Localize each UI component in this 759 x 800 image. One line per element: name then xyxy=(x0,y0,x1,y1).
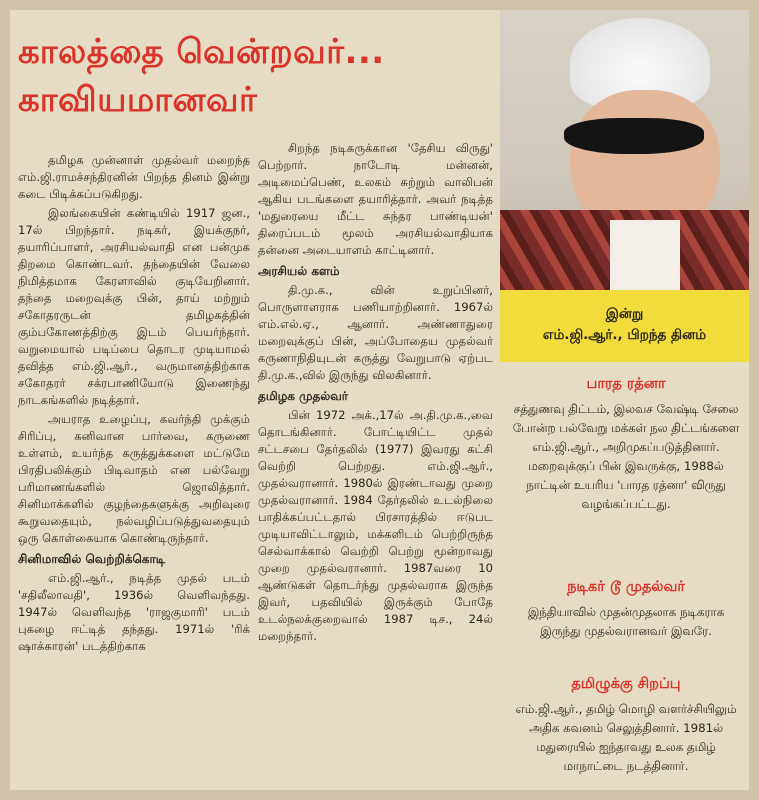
sunglasses xyxy=(564,118,704,154)
section-heading-cinema: சினிமாவில் வெற்றிக்கொடி xyxy=(18,552,166,566)
sidebar-title: தமிழுக்கு சிறப்பு xyxy=(571,676,681,692)
section-heading-politics: அரசியல் களம் xyxy=(258,264,340,278)
paragraph: தமிழக முன்னாள் முதல்வர் மறைந்த எம்.ஜி.ராமச்சந்திரனின் பிறந்த தினம் இன்று கடை பிடிக்கப்படுகிறது. xyxy=(18,153,250,201)
portrait-photo xyxy=(500,10,749,290)
paragraph: தி.மு.க., வின் உறுப்பினர், பொருளாளராக பணியாற்றினார். 1967ல் எம்.எல்.ஏ., ஆனார். அண்ணாதுரை மறைவுக்குப் பின், அப்போதைய முதல்வர் கருணாநிதியுடன் கருத்து வேறுபாடு ஏற்பட தி.மு.க.,வில் இருந்து விலகினார். xyxy=(258,283,493,382)
sidebar-actor-to-cm xyxy=(508,578,744,641)
article-column-2 xyxy=(258,140,493,647)
sidebar-title: பாரத ரத்னா xyxy=(586,376,666,392)
collar xyxy=(610,220,680,290)
paragraph: அயராத உழைப்பு, கவர்ந்தி முக்கும் சிரிப்பு, கனிவான பார்வை, கருணை உள்ளம், உயர்ந்த கருத்துக்களை மட்டுமே பிரதிபலிக்கும் பிடிவாதம் என பல்வேறு பரிமாணங்களில் ஜொலித்தார். சினிமாக்களில் குழந்தைகளுக்கு அறிவுரை கூறுவதையும், நல்வழிப்படுத்துவதையும் ஒரு கொள்கையாக கொண்டிருந்தார். xyxy=(18,412,250,545)
headline-line-2: காவியமானவர் xyxy=(18,80,258,120)
photo-caption xyxy=(500,290,749,362)
newspaper-page xyxy=(10,10,749,790)
sidebar-title: நடிகர் டூ முதல்வர் xyxy=(567,579,685,595)
headline-line-1: காலத்தை வென்றவர்... xyxy=(18,32,385,72)
sidebar-text: எம்.ஜி.ஆர்., தமிழ் மொழி வளர்ச்சியிலும் அதிக கவனம் செலுத்தினார். 1981ல் மதுரையில் ஐந்தாவது உலக தமிழ் மாநாட்டை நடத்தினார். xyxy=(515,702,737,773)
paragraph: எம்.ஜி.ஆர்., நடித்த முதல் படம் 'சதிலீலாவதி', 1936ல் வெளிவந்தது. 1947ல் வெளிவந்த 'ராஜகுமாரி' படம் புகழை ஈட்டித் தந்தது. 1971ல் 'ரிக் ஷாக்காரன்' படத்திற்காக xyxy=(18,571,250,653)
caption-line-2: எம்.ஜி.ஆர்., பிறந்த தினம் xyxy=(542,327,707,343)
sidebar-text: சத்துணவு திட்டம், இலவச வேஷ்டி சேலை போன்ற பல்வேறு மக்கள் நல திட்டங்களை எம்.ஜி.ஆர்., அறிமுகப்படுத்தினார். மறைவுக்குப் பின் இவருக்கு, 1988ல் நாட்டின் உயரிய 'பாரத ரத்னா' விருது வழங்கப்பட்டது. xyxy=(512,402,740,511)
paragraph: இலங்கையின் கண்டியில் 1917 ஜன., 17ல் பிறந்தார். நடிகர், இயக்குநர், தயாரிப்பாளர், அரசியல்வாதி என பன்முக திறமை கொண்டவர். தந்தையின் வேலை நிமித்தமாக கேரளாவில் குடியேறினார். தந்தை மறைவுக்கு பின், தாய் மற்றும் சகோதரருடன் தமிழகத்தின் கும்பகோணத்திற்கு இடம் பெயர்ந்தார். வறுமையால் படிப்பை தொடர முடியாமல் தவித்த எம்.ஜி.ஆர்., வருமானத்திற்காக சகோதரர் சக்ரபாணியோடு இணைந்து நாடகங்களில் நடித்தார். xyxy=(18,206,250,407)
article-column-1 xyxy=(18,152,250,657)
caption-line-1: இன்று xyxy=(605,306,644,322)
headline xyxy=(18,28,498,124)
sidebar-text: இந்தியாவில் முதன்முதலாக நடிகராக இருந்து முதல்வரானவர் இவரே. xyxy=(527,605,725,638)
sidebar-tamil xyxy=(508,675,744,776)
section-heading-chief-minister: தமிழக முதல்வர் xyxy=(258,389,348,403)
paragraph: சிறந்த நடிகருக்கான 'தேசிய விருது' பெற்றார். நாடோடி மன்னன், அடிமைப்பெண், உலகம் சுற்றும் வாலிபன் ஆகிய படங்களை தயாரித்தார். அவர் நடித்த 'மதுரையை மீட்ட சுந்தர பாண்டியன்' திரைப்படம் மூலம் அரசியல்வாதியாக தன்னை அடையாளம் காட்டினார். xyxy=(258,141,493,257)
sidebar-bharat-ratna xyxy=(508,375,744,514)
paragraph: பின் 1972 அக்.,17ல் அ.தி.மு.க.,வை தொடங்கினார். போட்டியிட்ட முதல் சட்டசபை தேர்தலில் (1977) இவரது கட்சி வெற்றி பெற்றது. எம்.ஜி.ஆர்., முதல்வரானார். 1980ல் இரண்டாவது முறை முதல்வரானார். 1984 தேர்தலில் உடல்நிலை பாதிக்கப்பட்டதால் பிரசாரத்தில் ஈடுபட முடியாவிட்டாலும், மக்களிடம் பெற்றிருந்த செல்வாக்கால் வெற்றி பெற்று மூன்றாவது முறை முதல்வரானார். 1987வரை 10 ஆண்டுகள் தொடர்ந்து முதல்வராக இருந்த இவர், பதவியில் இருக்கும் போதே உடல்நலக்குறைவால் 1987 டிச., 24ல் மறைந்தார். xyxy=(258,408,493,643)
